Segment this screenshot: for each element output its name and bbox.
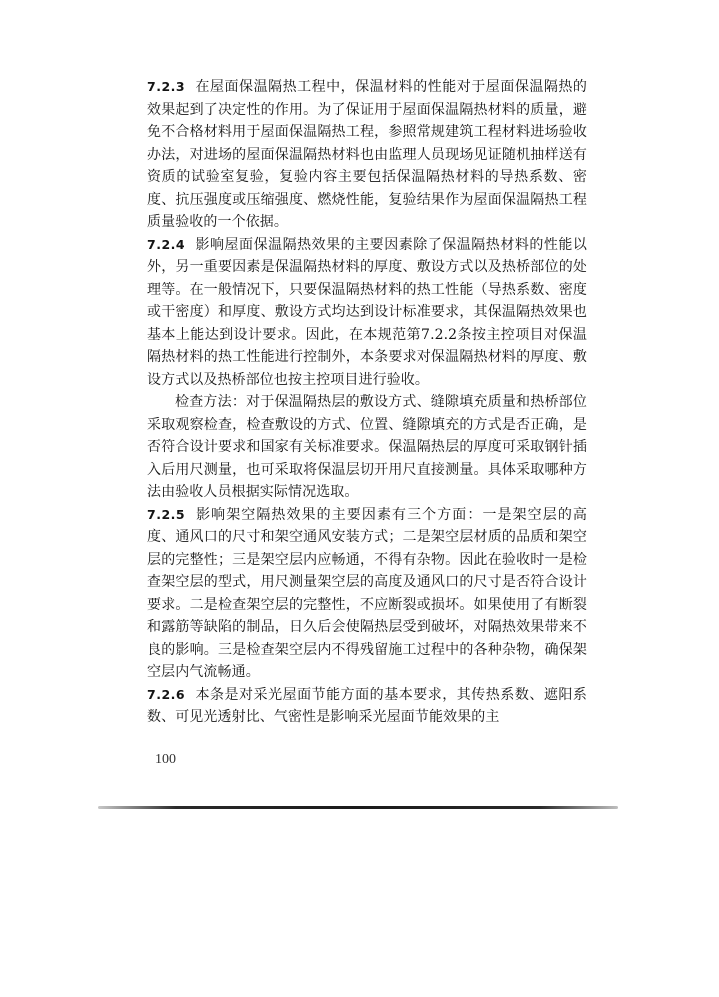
- bottom-rule-divider: [98, 806, 618, 809]
- clause-7-2-5: [147, 504, 587, 684]
- clause-number: 7.2.3: [147, 79, 186, 94]
- clause-text: 在屋面保温隔热工程中，保温材料的性能对于屋面保温隔热的效果起到了决定性的作用。为了保证用于屋面保温隔热材料的质量，避免不合格材料用于屋面保温隔热工程，参照常规建筑工程材料进场验收办法，对进场的屋面保温隔热材料也由监理人员现场见证随机抽样送有资质的试验室复验，复验内容主要包括保温隔热材料的导热系数、密度、抗压强度或压缩强度、燃烧性能，复验结果作为屋面保温隔热工程质量验收的一个依据。: [147, 79, 587, 230]
- clause-text: 影响屋面保温隔热效果的主要因素除了保温隔热材料的性能以外，另一重要因素是保温隔热材料的厚度、敷设方式以及热桥部位的处理等。在一般情况下，只要保温隔热材料的热工性能（导热系数、密度或干密度）和厚度、敷设方式均达到设计标准要求，其保温隔热效果也基本上能达到设计要求。因此，在本规范第7.2.2条按主控项目对保温隔热材料的热工性能进行控制外，本条要求对保温隔热材料的厚度、敷设方式以及热桥部位也按主控项目进行验收。: [147, 236, 587, 388]
- clause-text: 本条是对采光屋面节能方面的基本要求，其传热系数、遮阳系数、可见光透射比、气密性是影响采光屋面节能效果的主: [147, 686, 587, 725]
- clause-number: 7.2.4: [147, 236, 186, 252]
- clause-7-2-6: [147, 684, 587, 729]
- inspection-method-paragraph: [147, 391, 587, 504]
- clause-number: 7.2.5: [147, 506, 186, 522]
- clause-7-2-4: [147, 234, 587, 392]
- clause-text: 影响架空隔热效果的主要因素有三个方面：一是架空层的高度、通风口的尺寸和架空通风安装方式；二是架空层材质的品质和架空层的完整性；三是架空层内应畅通，不得有杂物。因此在验收时一是检查架空层的型式，用尺测量架空层的高度及通风口的尺寸是否符合设计要求。二是检查架空层的完整性，不应断裂或损坏。如果使用了有断裂和露筋等缺陷的制品，日久后会使隔热层受到破坏，对隔热效果带来不良的影响。三是检查架空层内不得残留施工过程中的各种杂物，确保架空层内气流畅通。: [147, 506, 587, 680]
- paragraph-text: 检查方法：对于保温隔热层的敷设方式、缝隙填充质量和热桥部位采取观察检查，检查敷设的方式、位置、缝隙填充的方式是否正确，是否符合设计要求和国家有关标准要求。保温隔热层的厚度可采取钢针插入后用尺测量，也可采取将保温层切开用尺直接测量。具体采取哪种方法由验收人员根据实际情况选取。: [147, 394, 587, 500]
- clause-number: 7.2.6: [147, 686, 186, 702]
- page-number: 100: [155, 752, 176, 767]
- body-text: [147, 76, 587, 729]
- clause-7-2-3: [147, 76, 587, 234]
